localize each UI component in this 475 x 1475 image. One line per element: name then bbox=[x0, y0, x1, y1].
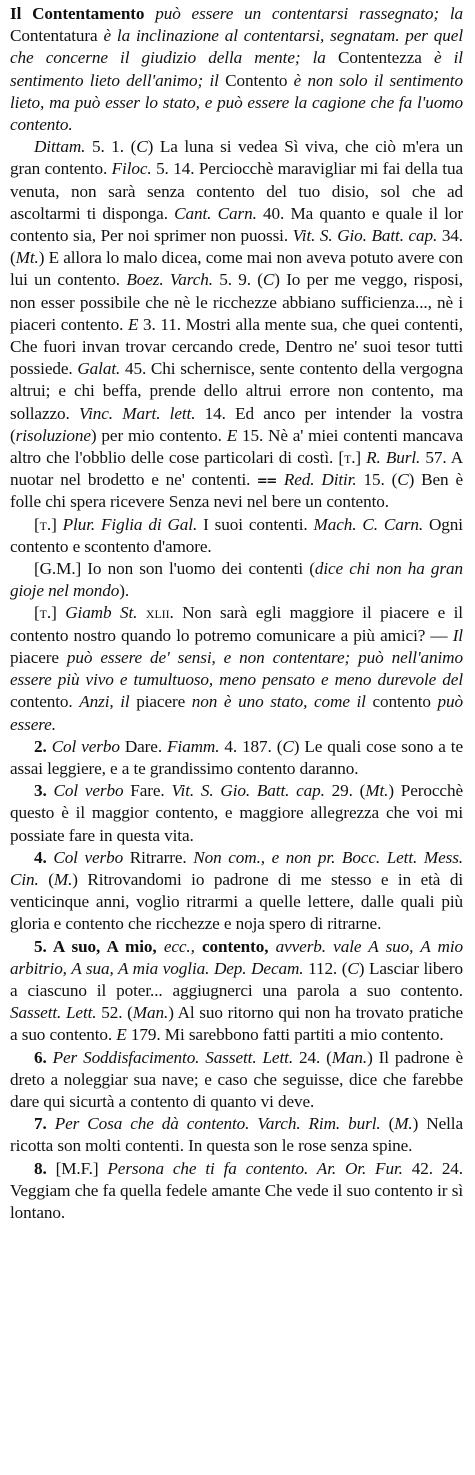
dictionary-paragraph bbox=[10, 1047, 463, 1114]
text-segment: è non solo il sentimento lieto, ma può esser lo stato, e può essere la cagione che fa l'uomo contento. bbox=[10, 70, 463, 135]
text-segment: E bbox=[127, 314, 144, 334]
text-segment: ) Ritrovandomi io padrone di me stesso e in età di venticinque anni, voglio ritrarmi a quelle lettere, dalle quali più gloria e contento che ricchezze e noja spero di ritrarne. bbox=[10, 869, 463, 934]
text-segment: Per Soddisfacimento. Sassett. Lett. bbox=[52, 1047, 299, 1067]
dictionary-paragraph bbox=[10, 936, 463, 1047]
text-segment: R. Burl. bbox=[366, 448, 426, 468]
text-segment: Galat. bbox=[77, 359, 125, 379]
text-segment: E bbox=[226, 425, 242, 445]
text-segment: Man. bbox=[331, 1047, 368, 1067]
text-segment: 57. A nuotar nel brodetto e ne' contenti. ⩵ bbox=[10, 448, 464, 490]
text-segment: può essere de' sensi, e non contentare; può nell'animo essere più vivo e tumultuoso, meno pensato e meno durevole del bbox=[10, 647, 463, 690]
text-segment: Col verbo bbox=[53, 781, 131, 801]
text-segment: Mt. bbox=[365, 781, 389, 801]
text-segment: 5. 9. ( bbox=[219, 270, 263, 290]
text-segment: 29. ( bbox=[331, 781, 366, 801]
text-segment: è il sentimento lieto dell'animo; il bbox=[10, 48, 463, 90]
text-segment: ) Io per me veggo, risposi, non esser possibile che nè le ricchezze abbiano sufficienza..., nè i piaceri contento. bbox=[10, 270, 463, 334]
text-segment: può essere. bbox=[10, 692, 463, 734]
text-segment: ). bbox=[119, 581, 130, 601]
text-segment: ] bbox=[51, 514, 63, 534]
text-segment: 40. Ma quanto e quale il lor contento sia, Per noi sprimer non puossi. bbox=[10, 203, 463, 246]
text-segment: 24. ( bbox=[298, 1047, 332, 1067]
dictionary-paragraph bbox=[10, 514, 463, 558]
text-segment: E bbox=[116, 1025, 131, 1045]
text-segment: ecc., bbox=[163, 936, 203, 956]
text-segment: ) Perocchè questo è il maggior contento, e maggiore allegrezza che voi mi possiate fare in questa vita. bbox=[10, 781, 463, 845]
text-segment: 5. A suo, A mio, bbox=[34, 936, 164, 956]
text-segment: 5. 1. ( bbox=[91, 137, 137, 157]
text-segment: Cant. Carn. bbox=[174, 203, 264, 223]
text-segment: Ogni contento e scontento d'amore. bbox=[10, 514, 463, 556]
text-segment: dice chi non ha gran gioje nel mondo bbox=[10, 559, 463, 601]
text-segment: contento. bbox=[10, 692, 80, 712]
text-segment: M. bbox=[53, 869, 73, 889]
text-segment: Non com., e non pr. Bocc. Lett. Mess. Cin. bbox=[10, 847, 463, 889]
text-segment: xlii bbox=[145, 603, 170, 623]
text-segment: 14. Ed anco per intender la vostra ( bbox=[10, 403, 463, 445]
text-segment: I suoi contenti. bbox=[203, 514, 314, 534]
text-segment: non è uno stato, come il bbox=[191, 692, 373, 712]
dictionary-paragraph bbox=[10, 136, 463, 513]
text-segment: 52. ( bbox=[101, 1003, 133, 1023]
text-segment: Mach. C. Carn. bbox=[313, 514, 429, 534]
text-segment: piacere bbox=[136, 692, 192, 712]
text-segment: 15. ( bbox=[363, 470, 398, 490]
dictionary-paragraph bbox=[10, 736, 463, 780]
text-segment: 4. bbox=[34, 847, 54, 867]
text-segment: Anzi, il bbox=[79, 692, 137, 712]
text-segment: Vit. S. Gio. Batt. cap. bbox=[292, 226, 442, 246]
dictionary-paragraph bbox=[10, 1158, 463, 1225]
text-segment: ) per mio contento. bbox=[90, 425, 227, 445]
text-segment: contento bbox=[372, 692, 438, 712]
text-segment: 4. 187. ( bbox=[224, 736, 283, 756]
text-segment: ) Le quali cose sono a te assai leggiere, e a te grandissimo contento daranno. bbox=[10, 736, 464, 778]
text-segment: Man. bbox=[132, 1003, 169, 1023]
text-segment: [M.F.] bbox=[55, 1158, 108, 1178]
text-segment: piacere bbox=[10, 647, 67, 667]
text-segment: Filoc. bbox=[111, 159, 157, 179]
text-segment: 45. Chi schernisce, sente contento della vergogna altrui; e chi beffa, prende dello altrui errore non contento, ma sollazzo. bbox=[10, 359, 463, 423]
text-segment: 2. bbox=[34, 736, 52, 756]
text-segment: Dare. bbox=[124, 736, 168, 756]
text-segment: Fare. bbox=[130, 781, 172, 801]
text-segment: Sassett. Lett. bbox=[10, 1003, 102, 1023]
text-segment: risoluzione bbox=[15, 425, 91, 445]
text-segment: C bbox=[136, 137, 148, 157]
text-segment: 179. Mi sarebbono fatti partiti a mio contento. bbox=[130, 1025, 444, 1045]
text-segment: Dittam. bbox=[34, 137, 92, 157]
text-segment: [ bbox=[34, 514, 40, 534]
text-segment: Contentatura bbox=[10, 26, 104, 46]
text-segment: 3. bbox=[34, 781, 54, 801]
text-segment: 3. 11. Mostri alla mente sua, che quei contenti, Che fuori invan trovar cercando crede, Dentro ne' suoi tesor tutti possiede. bbox=[10, 314, 464, 379]
text-segment: Red. Ditir. bbox=[283, 470, 364, 490]
text-segment: Contento bbox=[225, 70, 294, 90]
text-segment: Col verbo bbox=[51, 736, 125, 756]
text-segment: 112. ( bbox=[308, 958, 348, 978]
text-segment: Contentezza bbox=[337, 48, 434, 68]
text-segment: Giamb St. bbox=[65, 603, 146, 623]
text-segment: Col verbo bbox=[53, 847, 130, 867]
text-segment: ) Nella ricotta son molti contenti. In questa son le rose senza spine. bbox=[10, 1114, 463, 1156]
text-segment: ( bbox=[388, 1114, 395, 1134]
text-segment: 5. 14. Perciocchè maravigliar mi fai della tua venuta, non sarà senza contento del tuo disio, sol che ad ascoltarmi ti disponga. bbox=[10, 159, 463, 223]
text-segment: ( bbox=[48, 869, 54, 889]
text-segment: ) Il padrone è dreto a noleggiar sua nave; e caso che seguisse, dice che farebbe dare qui sicurtà a contento di quanto vi deve. bbox=[10, 1047, 463, 1111]
text-segment: [G.M.] Io non son l'uomo dei contenti ( bbox=[34, 559, 315, 579]
text-segment: ) Lasciar libero a ciascuno il poter... aggiugnerci una parola a suo contento. bbox=[10, 958, 463, 1000]
dictionary-paragraph bbox=[10, 558, 463, 602]
text-segment: ) La luna si vedea Sì viva, che ciò m'era un gran contento. bbox=[10, 137, 463, 179]
text-segment: C bbox=[262, 270, 275, 290]
text-segment: contento, bbox=[202, 936, 276, 956]
text-segment: ) Al suo ritorno qui non ha trovato pratiche a suo contento. bbox=[10, 1003, 464, 1045]
text-segment: [ bbox=[34, 603, 40, 623]
dictionary-paragraph bbox=[10, 602, 463, 735]
text-segment: Plur. Figlia di Gal. bbox=[62, 514, 204, 534]
text-segment: 34. ( bbox=[10, 226, 463, 268]
dictionary-paragraph bbox=[10, 780, 463, 847]
text-segment: 6. bbox=[34, 1047, 53, 1067]
dictionary-paragraph bbox=[10, 1113, 463, 1157]
text-segment: Boez. Varch. bbox=[126, 270, 220, 290]
text-segment: t. bbox=[39, 514, 52, 534]
text-segment: Il Contentamento bbox=[10, 4, 156, 23]
text-segment: M. bbox=[394, 1114, 413, 1134]
text-segment: Mt. bbox=[15, 248, 39, 268]
text-segment: ] bbox=[355, 448, 367, 468]
text-segment: 42. 24. Veggiam che fa quella fedele amante Che vede il suo contento ir sì lontano. bbox=[10, 1158, 463, 1222]
text-segment: 7. bbox=[34, 1114, 55, 1134]
text-segment: avverb. vale A suo, A mio arbitrio, A sua, A mia voglia. Dep. Decam. bbox=[10, 936, 463, 978]
text-segment: è la inclinazione al contentarsi, segnatam. per quel che concerne il giudizio della mente; la bbox=[10, 26, 463, 68]
text-segment: 8. bbox=[34, 1158, 56, 1178]
text-segment: C bbox=[397, 470, 409, 490]
text-segment: Il bbox=[452, 625, 463, 645]
text-segment: C bbox=[347, 958, 359, 978]
text-segment: ) Ben è folle chi spera ricevere Senza nevi nel bere un contento. bbox=[10, 470, 463, 512]
dictionary-paragraph bbox=[10, 847, 463, 936]
text-segment: ) E allora lo malo dicea, come mai non aveva potuto avere con lui un contento. bbox=[10, 248, 463, 290]
text-segment: Per Cosa che dà contento. Varch. Rim. burl. bbox=[54, 1114, 389, 1134]
text-segment: t. bbox=[39, 603, 52, 623]
text-segment: . Non sarà egli maggiore il piacere e il contento nostro quando lo potremo comunicare a più amici? — bbox=[10, 603, 463, 645]
text-segment: Vinc. Mart. lett. bbox=[78, 403, 205, 423]
text-segment: Fiamm. bbox=[167, 736, 225, 756]
text-segment: C bbox=[282, 736, 294, 756]
text-segment: Vit. S. Gio. Batt. cap. bbox=[171, 781, 332, 801]
text-segment: t. bbox=[343, 448, 356, 468]
text-segment: ] bbox=[51, 603, 66, 623]
text-segment: 15. Nè a' miei contenti mancava altro che l'obblio delle cose particolari di costì. [ bbox=[10, 425, 463, 468]
text-segment: Persona che ti fa contento. Ar. Or. Fur. bbox=[107, 1158, 412, 1178]
text-segment: Ritrarre. bbox=[129, 847, 194, 867]
dictionary-paragraph bbox=[10, 3, 463, 136]
text-segment: può essere un contentarsi rassegnato; la bbox=[155, 4, 463, 23]
